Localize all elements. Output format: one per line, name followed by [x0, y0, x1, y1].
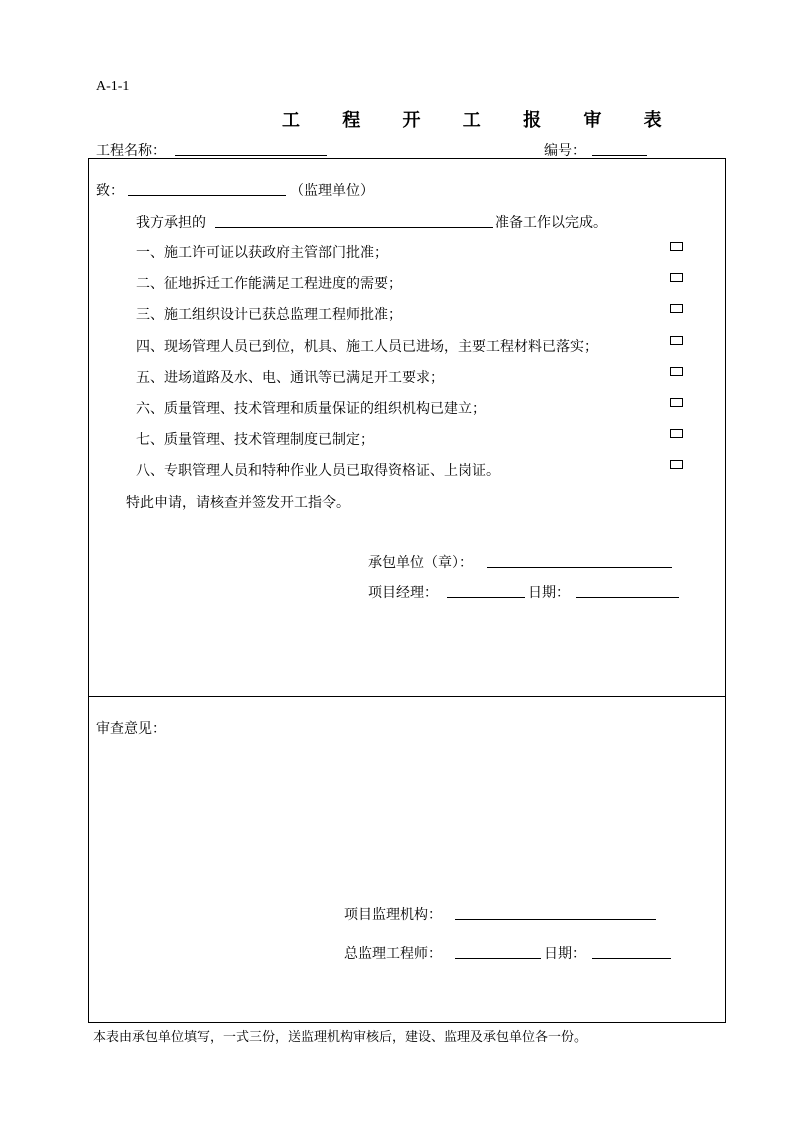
checkbox-item-2[interactable]: [670, 273, 683, 282]
checklist-item-8: 八、专职管理人员和特种作业人员已取得资格证、上岗证。: [136, 463, 500, 479]
number-label: 编号：: [544, 143, 586, 159]
number-field[interactable]: [592, 141, 647, 156]
contractor-label: 承包单位（章）：: [368, 555, 473, 571]
checkbox-item-4[interactable]: [670, 336, 683, 345]
checklist-item-6: 六、质量管理、技术管理和质量保证的组织机构已建立；: [136, 401, 486, 417]
to-suffix: （监理单位）: [290, 183, 374, 199]
date-label-1: 日期：: [528, 585, 570, 601]
chief-engineer-field[interactable]: [455, 944, 541, 959]
project-scope-field[interactable]: [215, 213, 493, 228]
contractor-field[interactable]: [487, 553, 672, 568]
date-label-2: 日期：: [544, 946, 586, 962]
to-label: 致：: [96, 183, 124, 199]
checkbox-item-5[interactable]: [670, 367, 683, 376]
section-divider: [88, 696, 726, 697]
checkbox-item-6[interactable]: [670, 398, 683, 407]
checklist-item-2: 二、征地拆迁工作能满足工程进度的需要；: [136, 276, 402, 292]
footnote: 本表由承包单位填写，一式三份，送监理机构审核后，建设、监理及承包单位各一份。: [93, 1030, 588, 1045]
request-text: 特此申请，请核查并签发开工指令。: [126, 495, 350, 511]
checklist-item-7: 七、质量管理、技术管理制度已制定；: [136, 432, 374, 448]
supervision-org-field[interactable]: [455, 905, 656, 920]
supervision-unit-field[interactable]: [128, 181, 286, 196]
intro-prefix: 我方承担的: [136, 215, 206, 231]
review-label: 审查意见：: [96, 721, 166, 737]
document-code: A-1-1: [96, 79, 130, 94]
project-manager-label: 项目经理：: [368, 585, 438, 601]
date-field-1[interactable]: [576, 583, 679, 598]
checkbox-item-1[interactable]: [670, 242, 683, 251]
project-name-label: 工程名称：: [96, 143, 166, 159]
checkbox-item-8[interactable]: [670, 460, 683, 469]
checklist-item-4: 四、现场管理人员已到位，机具、施工人员已进场，主要工程材料已落实；: [136, 339, 598, 355]
project-name-field[interactable]: [175, 141, 327, 156]
checklist-item-1: 一、施工许可证以获政府主管部门批准；: [136, 245, 388, 261]
date-field-2[interactable]: [592, 944, 671, 959]
supervision-org-label: 项目监理机构：: [344, 907, 442, 923]
intro-suffix: 准备工作以完成。: [495, 215, 607, 231]
chief-engineer-label: 总监理工程师：: [344, 946, 442, 962]
page-title: 工 程 开 工 报 审 表: [282, 110, 680, 131]
project-manager-field[interactable]: [447, 583, 525, 598]
checklist-item-3: 三、施工组织设计已获总监理工程师批准；: [136, 307, 402, 323]
checkbox-item-7[interactable]: [670, 429, 683, 438]
checkbox-item-3[interactable]: [670, 304, 683, 313]
checklist-item-5: 五、进场道路及水、电、通讯等已满足开工要求；: [136, 370, 444, 386]
